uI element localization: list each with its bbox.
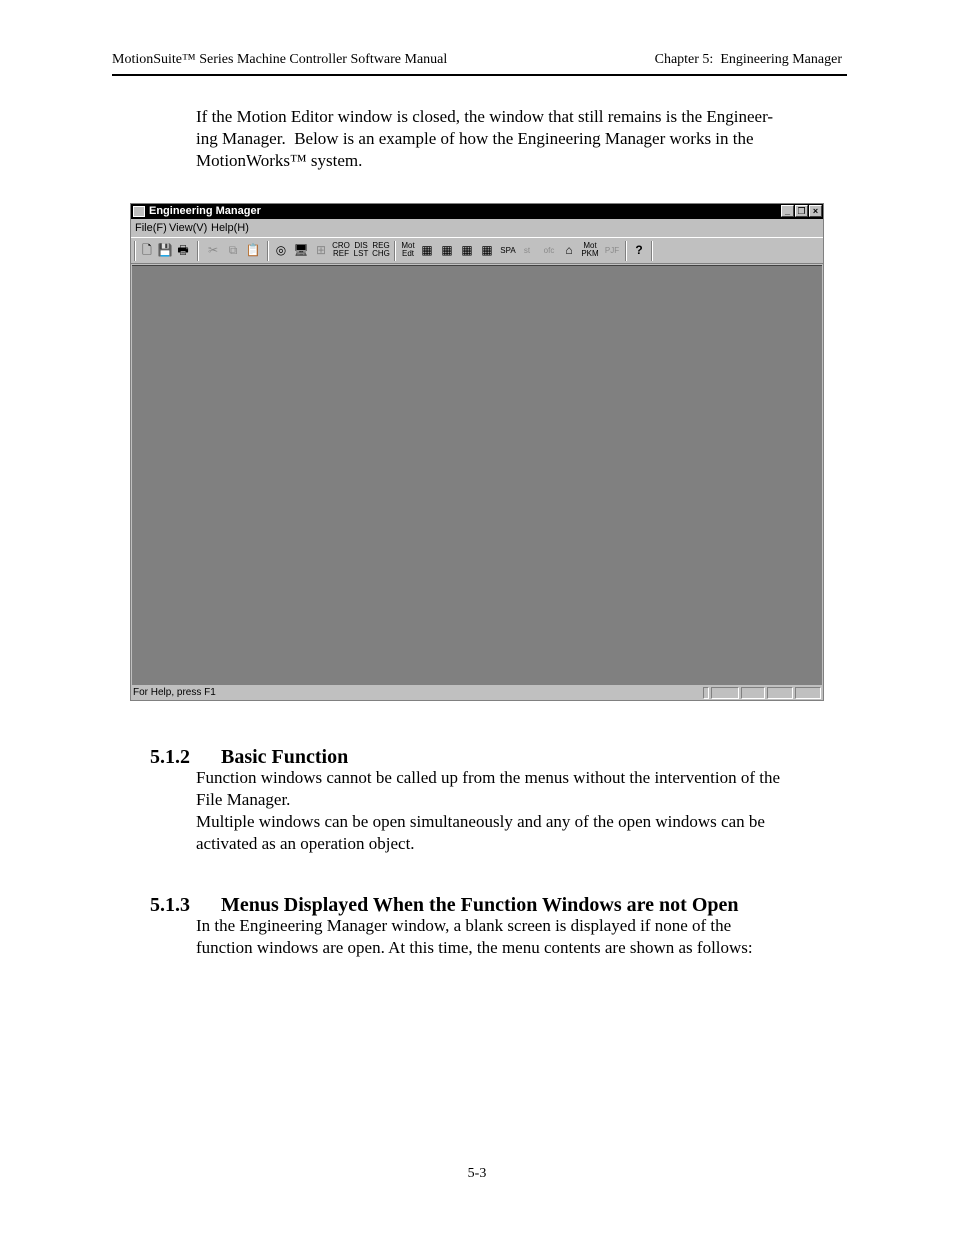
- menu-view[interactable]: View(V): [169, 222, 208, 234]
- section-number: 5.1.2: [150, 746, 190, 768]
- body-line: Multiple windows can be open simultaneously and any of the open windows can be: [196, 812, 765, 831]
- status-panel: [767, 687, 793, 699]
- section-number: 5.1.3: [150, 894, 190, 916]
- new-file-icon[interactable]: 🗋: [142, 243, 152, 257]
- close-button[interactable]: ×: [809, 205, 822, 217]
- reg-chg-button[interactable]: REG CHG: [372, 241, 390, 258]
- body-line: File Manager.: [196, 790, 291, 809]
- status-panel: [795, 687, 821, 699]
- page-header-right: Chapter 5: Engineering Manager: [654, 52, 842, 67]
- menus-paragraph: [196, 915, 846, 959]
- body-line: Function windows cannot be called up from the menus without the intervention of the: [196, 768, 781, 787]
- intro-paragraph: [196, 106, 846, 172]
- monitor-icon[interactable]: 🖥: [293, 243, 309, 257]
- tree-icon[interactable]: ⊞: [315, 243, 327, 257]
- window-title: Engineering Manager: [149, 205, 261, 217]
- body-line: function windows are open. At this time, the menu contents are shown as follows:: [196, 938, 753, 957]
- toolbar-separator: [651, 241, 653, 261]
- help-icon[interactable]: ?: [635, 243, 643, 257]
- intro-line: MotionWorks™ system.: [196, 151, 363, 170]
- grid-tool-3-icon[interactable]: ▦: [461, 243, 473, 257]
- body-line: In the Engineering Manager window, a blank screen is displayed if none of the: [196, 916, 732, 935]
- body-line: activated as an operation object.: [196, 834, 415, 853]
- status-text: For Help, press F1: [133, 687, 216, 698]
- globe-icon[interactable]: ◎: [275, 243, 287, 257]
- dis-lst-button[interactable]: DIS LST: [353, 241, 369, 258]
- grid-tool-1-icon[interactable]: ▦: [421, 243, 433, 257]
- menu-help[interactable]: Help(H): [211, 222, 249, 234]
- page-number: 5-3: [467, 1166, 487, 1181]
- print-icon[interactable]: 🖶: [177, 243, 189, 257]
- menu-file[interactable]: File(F): [135, 222, 167, 234]
- section-heading-5-1-3: [140, 871, 739, 917]
- home-icon[interactable]: ⌂: [565, 243, 573, 257]
- copy-icon[interactable]: ⧉: [228, 243, 238, 257]
- header-rule: [112, 74, 847, 76]
- toolbar-separator: [394, 241, 396, 261]
- grid-tool-4-icon[interactable]: ▦: [481, 243, 493, 257]
- intro-line: ing Manager. Below is an example of how the Engineering Manager works in the: [196, 129, 754, 148]
- save-icon[interactable]: 💾: [157, 243, 173, 257]
- intro-line: If the Motion Editor window is closed, the window that still remains is the Engineer-: [196, 107, 774, 126]
- title-bar[interactable]: [131, 204, 823, 219]
- app-icon[interactable]: [133, 206, 145, 217]
- status-panel: [711, 687, 739, 699]
- status-panel: [703, 687, 709, 699]
- pjf-button[interactable]: PJF: [604, 246, 620, 255]
- engineering-manager-window: [130, 203, 824, 701]
- paste-icon[interactable]: 📋: [245, 243, 261, 257]
- section-title: Basic Function: [221, 746, 349, 768]
- grid-tool-2-icon[interactable]: ▦: [441, 243, 453, 257]
- toolbar: [131, 237, 823, 264]
- menu-bar: [131, 220, 823, 236]
- basic-function-paragraph: [196, 767, 846, 855]
- mdi-client-area[interactable]: [132, 265, 822, 685]
- mot-pkm-button[interactable]: Mot PKM: [581, 241, 599, 258]
- st-button[interactable]: st: [523, 246, 531, 255]
- section-title: Menus Displayed When the Function Windows are not Open: [221, 894, 739, 916]
- ofc-button[interactable]: ofc: [543, 246, 555, 255]
- toolbar-separator: [134, 241, 136, 261]
- toolbar-separator: [267, 241, 269, 261]
- status-bar: [131, 686, 823, 700]
- minimize-button[interactable]: _: [781, 205, 794, 217]
- section-heading-5-1-2: [140, 723, 348, 769]
- status-panel: [741, 687, 765, 699]
- cut-icon[interactable]: ✂: [207, 243, 219, 257]
- restore-button[interactable]: ❐: [795, 205, 808, 217]
- toolbar-separator: [197, 241, 199, 261]
- cro-ref-button[interactable]: CRO REF: [332, 241, 350, 258]
- toolbar-separator: [625, 241, 627, 261]
- mot-edt-button[interactable]: Mot Edt: [401, 241, 415, 258]
- page-header-left: MotionSuite™ Series Machine Controller Software Manual: [112, 52, 448, 67]
- spa-button[interactable]: SPA: [500, 246, 516, 255]
